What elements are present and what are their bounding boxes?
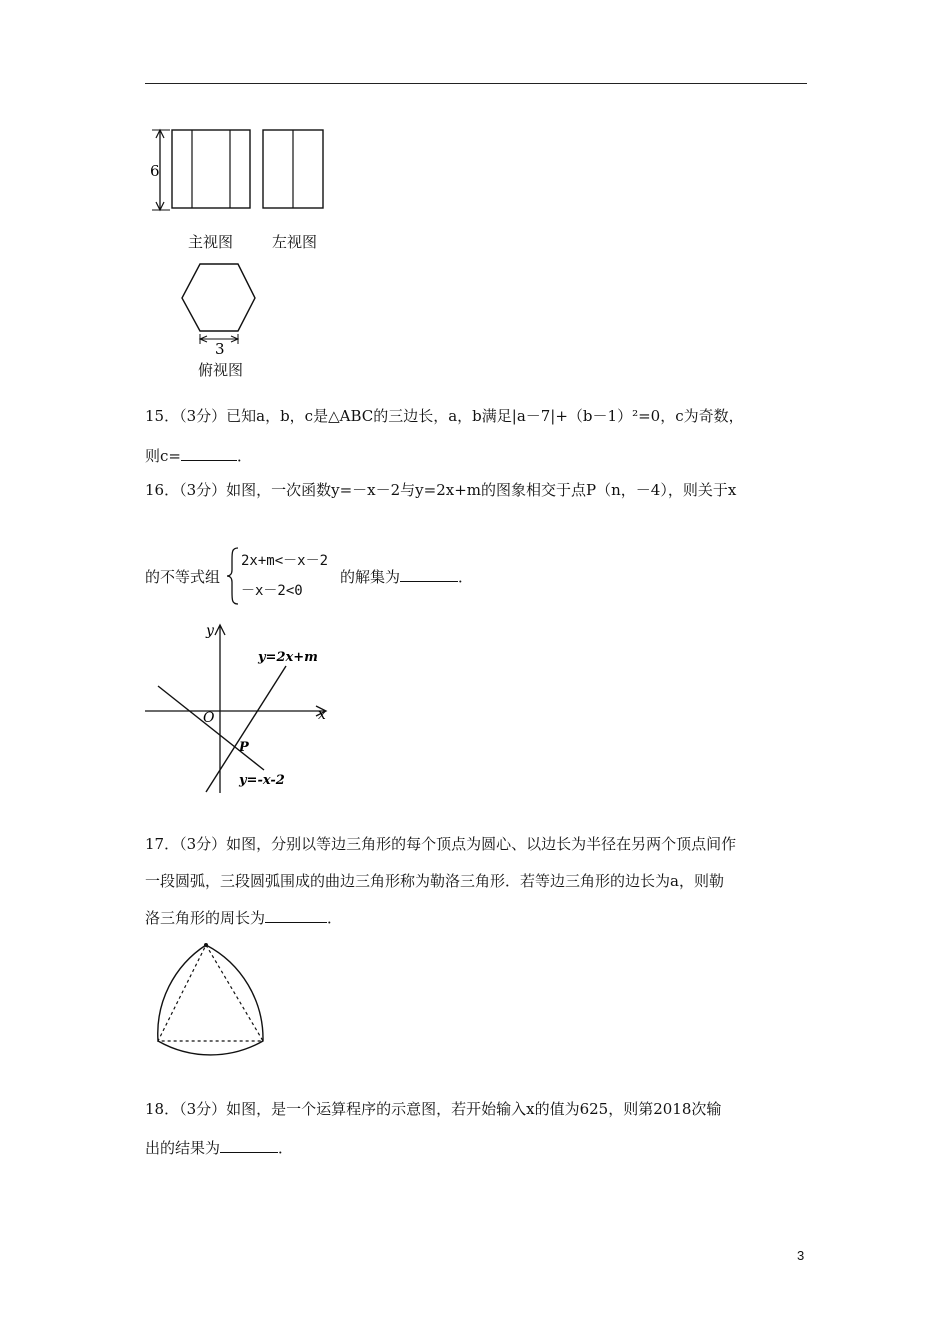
q15-prefix: 则c= — [145, 447, 181, 465]
answer-blank — [265, 908, 327, 923]
q16-suffix: 的解集为 — [340, 568, 401, 586]
q15-line1: 15．（3分）已知a，b，c是△ABC的三边长，a，b满足|a－7|+（b－1）²=0，c为奇数， — [145, 407, 744, 425]
x-axis-label: x — [318, 707, 326, 723]
y-axis-label: y — [206, 623, 214, 639]
header-rule — [145, 83, 807, 84]
q17-line3 — [145, 908, 342, 928]
system-line2: －x－2<0 — [241, 583, 303, 599]
left-view-label: 左视图 — [272, 233, 318, 251]
system-line1: 2x+m<－x－2 — [241, 553, 329, 569]
q16-line2-prefix: 的不等式组 — [145, 568, 221, 586]
system-brace — [226, 546, 240, 606]
answer-blank — [400, 567, 458, 582]
q17-suffix: ． — [327, 909, 343, 927]
q16-line1: 16．（3分）如图，一次函数y=－x－2与y=2x+m的图象相交于点P（n，－4），则关于x — [145, 481, 737, 499]
height-dimension-label: 6 — [150, 162, 160, 180]
line1-label: y=2x+m — [258, 650, 318, 665]
line2-label: y=-x-2 — [239, 773, 285, 788]
three-views-figure — [140, 120, 340, 390]
point-p-label: P — [239, 740, 249, 755]
q17-line2: 一段圆弧，三段圆弧围成的曲边三角形称为勒洛三角形．若等边三角形的边长为a，则勒 — [145, 872, 724, 890]
main-view — [172, 130, 250, 208]
top-view-hexagon — [182, 264, 255, 331]
q16-graph — [140, 618, 340, 798]
top-view-label: 俯视图 — [198, 361, 244, 379]
q18-prefix: 出的结果为 — [145, 1139, 221, 1157]
side-dimension-label: 3 — [215, 340, 225, 358]
q17-prefix: 洛三角形的周长为 — [145, 909, 266, 927]
equilateral-triangle — [158, 945, 263, 1041]
q15-suffix: ． — [236, 447, 252, 465]
q17-line1: 17．（3分）如图，分别以等边三角形的每个顶点为圆心、以边长为半径在另两个顶点间作 — [145, 835, 737, 853]
q18-suffix: ． — [278, 1139, 294, 1157]
q18-line1: 18．（3分）如图，是一个运算程序的示意图，若开始输入x的值为625，则第2018次输 — [145, 1100, 722, 1118]
q16-line2-tail — [340, 567, 473, 587]
q15-line2 — [145, 446, 252, 466]
line-neg-x-minus-2 — [158, 686, 264, 770]
origin-label: O — [203, 710, 215, 726]
q18-line2 — [145, 1138, 293, 1158]
answer-blank — [181, 446, 237, 461]
reuleaux-outline — [158, 945, 263, 1055]
answer-blank — [220, 1138, 278, 1153]
q16-end: ． — [458, 568, 474, 586]
reuleaux-triangle-figure — [145, 935, 275, 1065]
page-number: 3 — [797, 1248, 805, 1263]
main-view-label: 主视图 — [188, 233, 234, 251]
